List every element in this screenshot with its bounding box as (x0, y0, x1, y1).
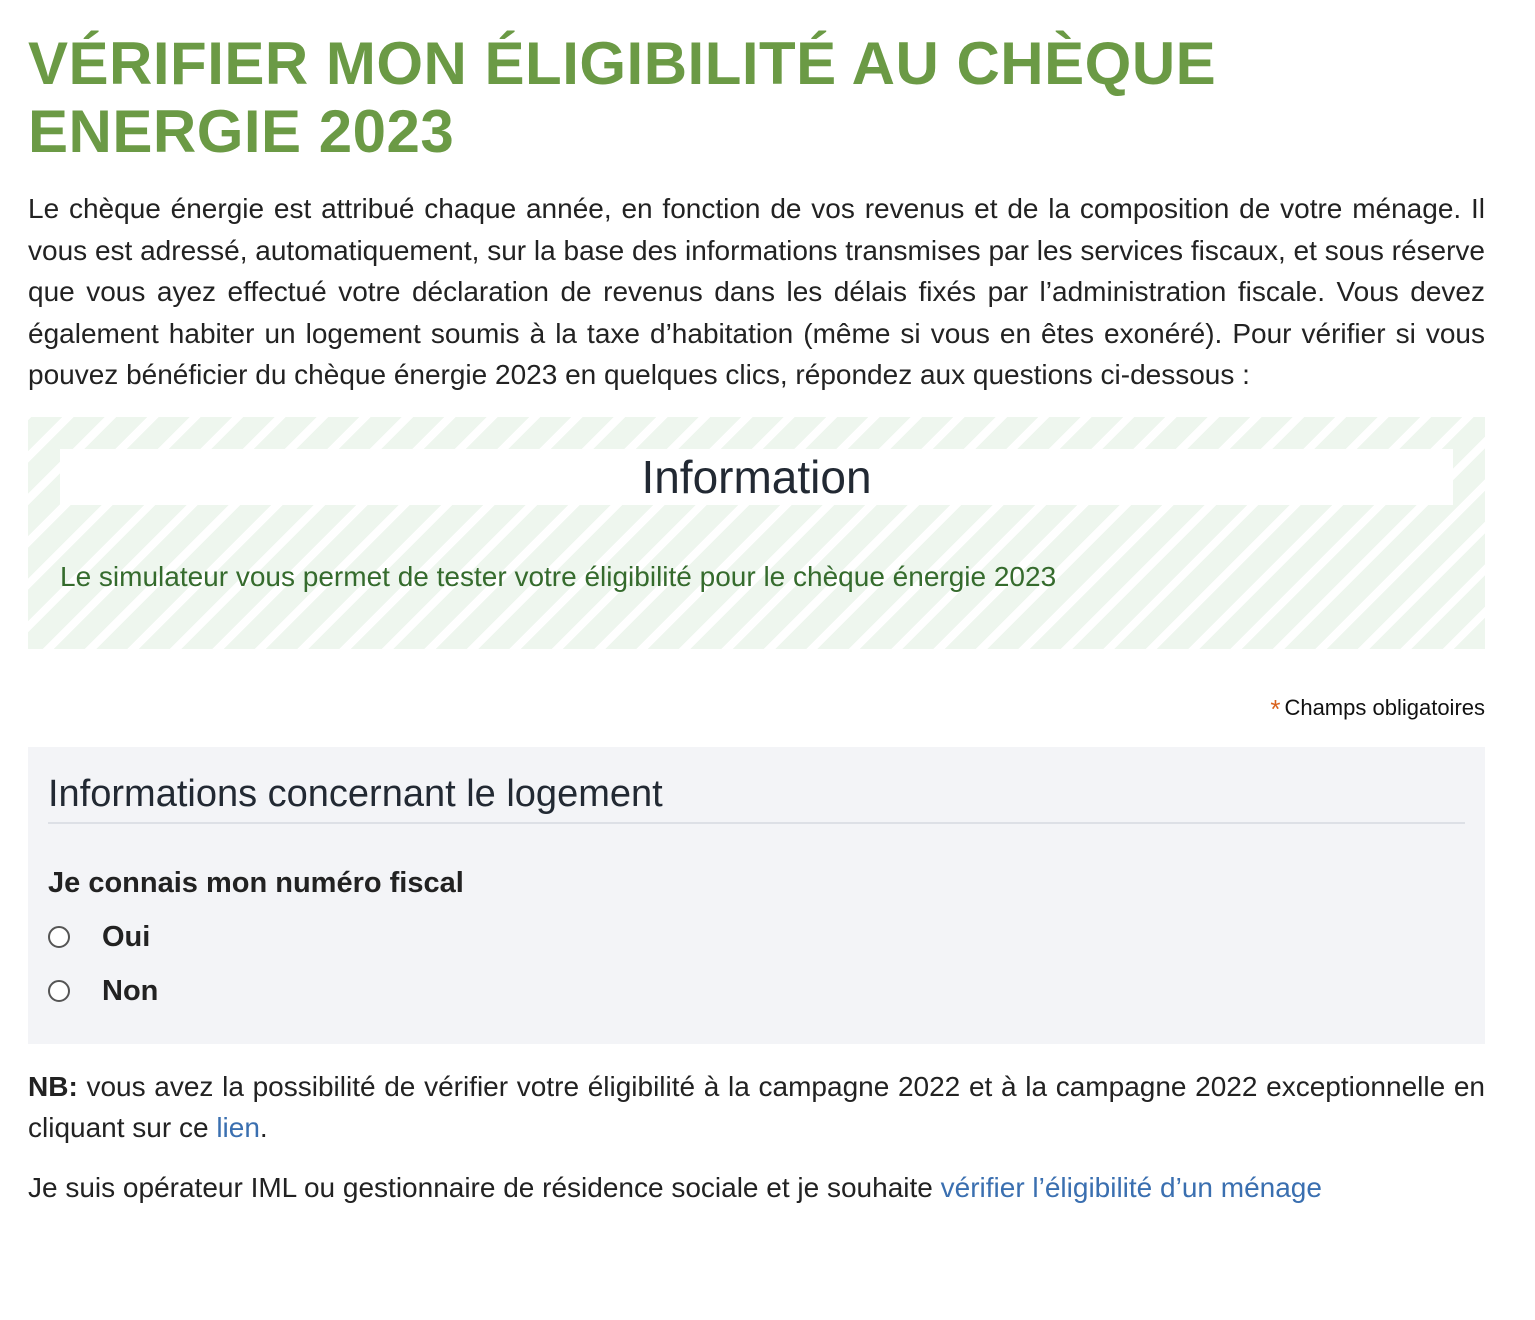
section-title: Informations concernant le logement (48, 771, 1465, 824)
housing-form-section (28, 747, 1485, 1044)
required-fields-note (28, 693, 1485, 724)
radio-button-oui[interactable] (48, 926, 70, 948)
information-box (28, 417, 1485, 649)
verify-household-link[interactable]: vérifier l’éligibilité d’un ménage (940, 1171, 1322, 1203)
intro-paragraph: Le chèque énergie est attribué chaque année, en fonction de vos revenus et de la composition de votre ménage. Il vous est adressé, automatiquement, sur la base des informations transmises par les services fiscaux, et sous réserve que vous ayez effectué votre déclaration de revenus dans les délais fixés par l’administration fiscale. Vous devez également habiter un logement soumis à la taxe d’habitation (même si vous en êtes exonéré). Pour vérifier si vous pouvez bénéficier du chèque énergie 2023 en quelques clics, répondez aux questions ci-dessous : (28, 193, 1485, 390)
operator-text: Je suis opérateur IML ou gestionnaire de résidence sociale et je souhaite (28, 1171, 941, 1203)
campaign-2022-link[interactable]: lien (216, 1112, 260, 1143)
radio-button-non[interactable] (48, 980, 70, 1002)
radio-label-oui[interactable]: Oui (102, 920, 151, 953)
nb-text: vous avez la possibilité de vérifier votre éligibilité à la campagne 2022 et à la campagne 2022 exceptionnelle en cliquant sur ce (28, 1070, 1485, 1143)
radio-label-non[interactable]: Non (102, 974, 159, 1007)
information-text: Le simulateur vous permet de tester votre éligibilité pour le chèque énergie 2023 (60, 560, 1057, 592)
radio-option-non[interactable] (48, 973, 158, 1009)
nb-paragraph (28, 1066, 1485, 1149)
nb-suffix: . (259, 1112, 268, 1143)
page-title: VÉRIFIER MON ÉLIGIBILITÉ AU CHÈQUE ENERGIE 2023 (28, 30, 1217, 165)
information-title: Information (60, 449, 1453, 505)
fiscal-number-question: Je connais mon numéro fiscal (48, 866, 464, 899)
radio-option-oui[interactable] (48, 919, 150, 955)
required-asterisk-icon: * (1270, 693, 1281, 724)
page (28, 30, 1485, 1208)
operator-paragraph (28, 1167, 1485, 1209)
required-fields-label: Champs obligatoires (1284, 694, 1485, 720)
nb-prefix: NB: (28, 1070, 78, 1102)
